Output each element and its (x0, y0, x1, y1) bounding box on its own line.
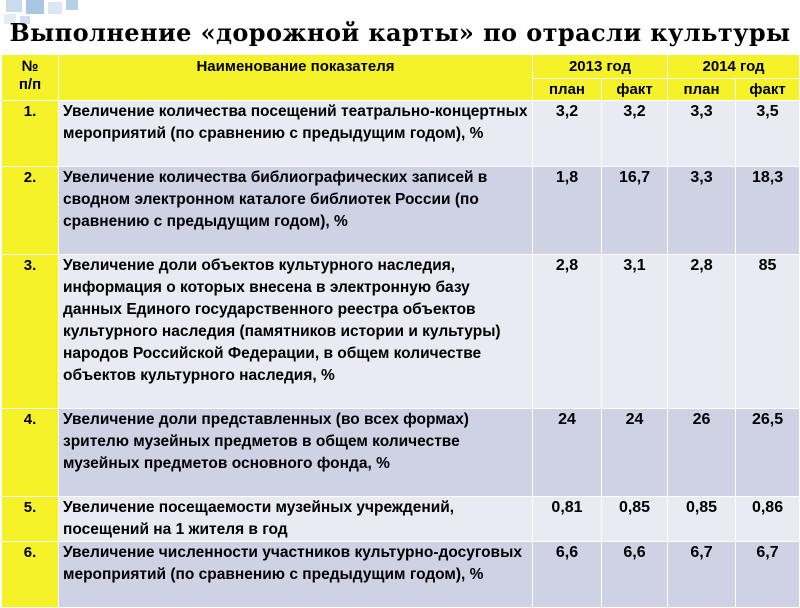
table-row (2, 167, 800, 255)
fact-2014-value: 26,5 (736, 409, 800, 497)
fact-2014-value: 0,86 (736, 497, 800, 542)
plan-2014-value: 26 (668, 409, 736, 497)
plan-2014-value: 6,7 (668, 542, 736, 608)
plan-2013-value: 1,8 (533, 167, 602, 255)
header-fact-2014: факт (736, 79, 800, 101)
header-year-2014: 2014 год (668, 55, 800, 79)
fact-2013-value: 24 (602, 409, 668, 497)
roadmap-table (1, 54, 800, 608)
slide-title: Выполнение «дорожной карты» по отрасли культуры (9, 18, 791, 47)
table-row (2, 255, 800, 409)
row-number: 2. (2, 167, 59, 255)
plan-2014-value: 3,3 (668, 167, 736, 255)
row-number: 1. (2, 101, 59, 167)
table-row (2, 542, 800, 608)
plan-2013-value: 0,81 (533, 497, 602, 542)
row-number: 3. (2, 255, 59, 409)
plan-2013-value: 6,6 (533, 542, 602, 608)
indicator-name: Увеличение доли объектов культурного наследия, информация о которых внесена в электронную базу данных Единого государственного реестра объектов культурного наследия (памятников истории и культуры) народов Российской Федерации, в общем количестве объектов культурного наследия, % (59, 255, 533, 409)
row-number: 4. (2, 409, 59, 497)
plan-2014-value: 2,8 (668, 255, 736, 409)
row-number: 6. (2, 542, 59, 608)
fact-2013-value: 3,1 (602, 255, 668, 409)
header-plan-2013: план (533, 79, 602, 101)
header-year-2013: 2013 год (533, 55, 668, 79)
indicator-name: Увеличение доли представленных (во всех формах) зрителю музейных предметов в общем количестве музейных предметов основного фонда, % (59, 409, 533, 497)
fact-2013-value: 16,7 (602, 167, 668, 255)
table-row (2, 497, 800, 542)
plan-2013-value: 24 (533, 409, 602, 497)
header-fact-2013: факт (602, 79, 668, 101)
indicator-name: Увеличение посещаемости музейных учреждений, посещений на 1 жителя в год (59, 497, 533, 542)
indicator-name: Увеличение количества посещений театрально-концертных мероприятий (по сравнению с предыдущим годом), % (59, 101, 533, 167)
plan-2013-value: 2,8 (533, 255, 602, 409)
header-name: Наименование показателя (59, 55, 533, 101)
header-num-label: № п/п (18, 58, 42, 93)
header-num (2, 55, 59, 101)
fact-2014-value: 3,5 (736, 101, 800, 167)
header-plan-2014: план (668, 79, 736, 101)
table-row (2, 409, 800, 497)
fact-2013-value: 3,2 (602, 101, 668, 167)
fact-2013-value: 6,6 (602, 542, 668, 608)
header-row-years (2, 55, 800, 79)
fact-2014-value: 85 (736, 255, 800, 409)
plan-2014-value: 3,3 (668, 101, 736, 167)
indicator-name: Увеличение количества библиографических записей в сводном электронном каталоге библиотек России (по сравнению с предыдущим годом), % (59, 167, 533, 255)
row-number: 5. (2, 497, 59, 542)
table-row (2, 101, 800, 167)
fact-2014-value: 18,3 (736, 167, 800, 255)
plan-2014-value: 0,85 (668, 497, 736, 542)
indicator-name: Увеличение численности участников культурно-досуговых мероприятий (по сравнению с предыдущим годом), % (59, 542, 533, 608)
fact-2013-value: 0,85 (602, 497, 668, 542)
fact-2014-value: 6,7 (736, 542, 800, 608)
plan-2013-value: 3,2 (533, 101, 602, 167)
